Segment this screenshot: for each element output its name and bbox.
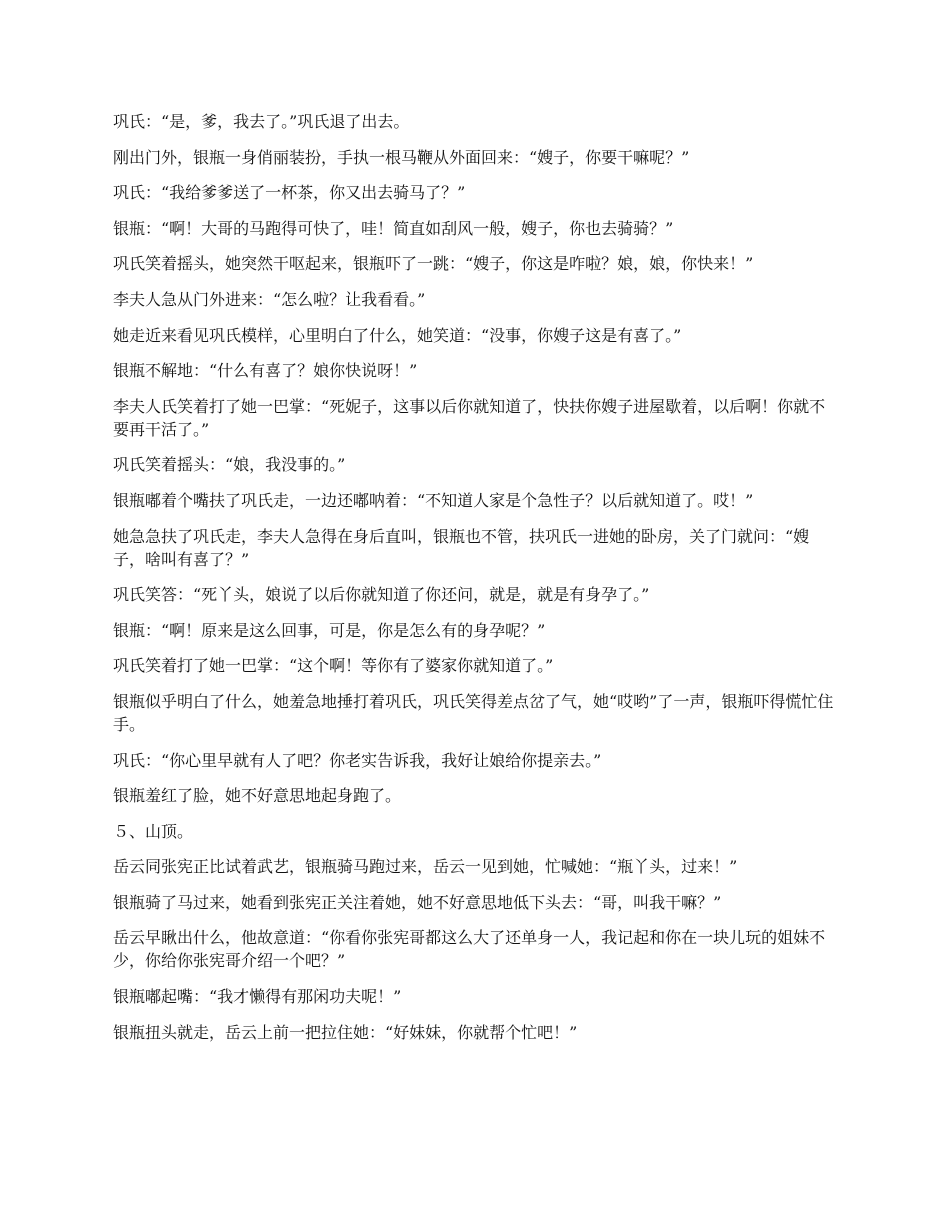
paragraph: 银瓶：“啊！大哥的马跑得可快了，哇！简直如刮风一般，嫂子，你也去骑骑？” bbox=[113, 218, 674, 238]
paragraph: 李夫人氏笑着打了她一巴掌：“死妮子，这事以后你就知道了，快扶你嫂子进屋歇着，以后啊！你就不要再干活了。” bbox=[113, 396, 826, 439]
paragraph: 刚出门外，银瓶一身俏丽装扮，手执一根马鞭从外面回来：“嫂子，你要干嘛呢？” bbox=[113, 147, 690, 167]
paragraph: 李夫人急从门外进来：“怎么啦？让我看看。” bbox=[113, 289, 426, 309]
section-heading: ５、山顶。 bbox=[113, 821, 194, 841]
paragraph: 她走近来看见巩氏模样，心里明白了什么，她笑道：“没事，你嫂子这是有喜了。” bbox=[113, 325, 682, 345]
paragraph: 银瓶：“啊！原来是这么回事，可是，你是怎么有的身孕呢？” bbox=[113, 620, 546, 640]
paragraph: 银瓶羞红了脸，她不好意思地起身跑了。 bbox=[113, 786, 402, 806]
paragraph: 银瓶嘟起嘴：“我才懒得有那闲功夫呢！” bbox=[113, 987, 402, 1007]
paragraph: 银瓶骑了马过来，她看到张宪正关注着她，她不好意思地低下头去：“哥，叫我干嘛？” bbox=[113, 892, 722, 912]
paragraph: 巩氏笑着摇头，她突然干呕起来，银瓶吓了一跳：“嫂子，你这是咋啦？娘，娘，你快来！” bbox=[113, 254, 754, 274]
paragraph: 银瓶不解地：“什么有喜了？娘你快说呀！” bbox=[113, 361, 418, 381]
paragraph: 岳云同张宪正比试着武艺，银瓶骑马跑过来，岳云一见到她，忙喊她：“瓶丫头，过来！” bbox=[113, 857, 738, 877]
paragraph: 巩氏：“你心里早就有人了吧？你老实告诉我，我好让娘给你提亲去。” bbox=[113, 750, 602, 770]
paragraph: 巩氏：“是，爹，我去了。”巩氏退了出去。 bbox=[113, 112, 410, 131]
paragraph: 银瓶似乎明白了什么，她羞急地捶打着巩氏，巩氏笑得差点岔了气，她“哎哟”了一声，银瓶吓得慌忙住手。 bbox=[113, 691, 834, 734]
paragraph: 巩氏笑着打了她一巴掌：“这个啊！等你有了婆家你就知道了。” bbox=[113, 656, 554, 676]
paragraph: 巩氏笑着摇头：“娘，我没事的。” bbox=[113, 455, 346, 475]
document-body bbox=[113, 110, 838, 1056]
paragraph: 银瓶嘟着个嘴扶了巩氏走，一边还嘟呐着：“不知道人家是个急性子？以后就知道了。哎！” bbox=[113, 490, 754, 510]
paragraph: 银瓶扭头就走，岳云上前一把拉住她：“好妹妹，你就帮个忙吧！” bbox=[113, 1022, 578, 1042]
paragraph: 巩氏笑答：“死丫头，娘说了以后你就知道了你还问，就是，就是有身孕了。” bbox=[113, 585, 650, 605]
paragraph: 她急急扶了巩氏走，李夫人急得在身后直叫，银瓶也不管，扶巩氏一进她的卧房，关了门就问：“嫂子，啥叫有喜了？” bbox=[113, 526, 810, 569]
paragraph: 岳云早瞅出什么，他故意道：“你看你张宪哥都这么大了还单身一人，我记起和你在一块儿玩的姐妹不少，你给你张宪哥介绍一个吧？” bbox=[113, 928, 826, 971]
paragraph: 巩氏：“我给爹爹送了一杯茶，你又出去骑马了？” bbox=[113, 183, 466, 203]
